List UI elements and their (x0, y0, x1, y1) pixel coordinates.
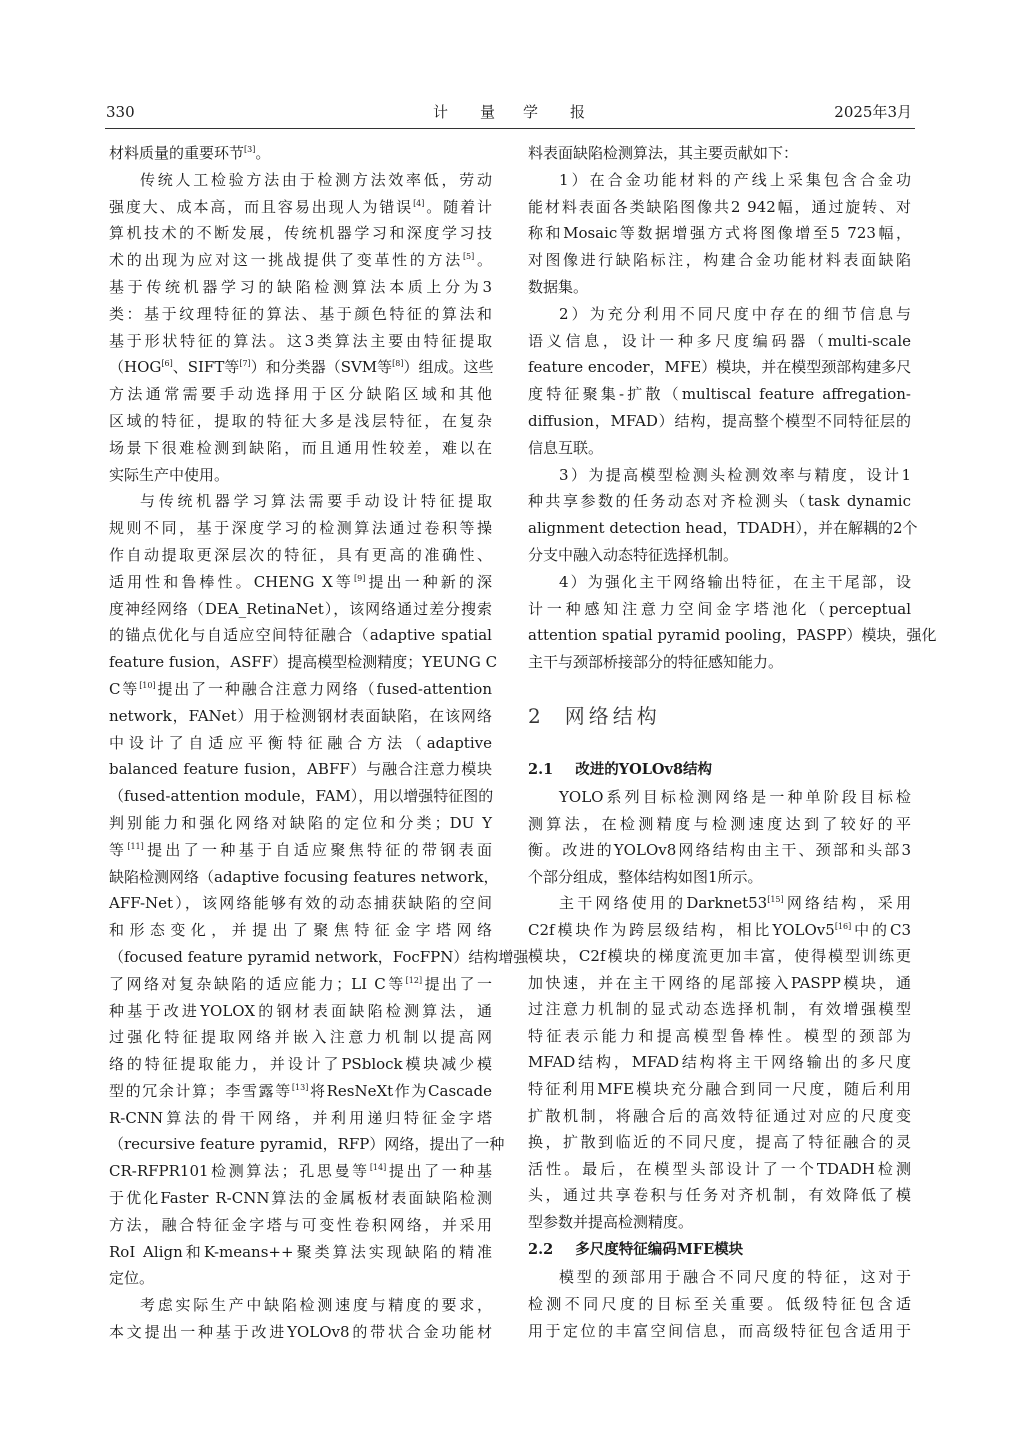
journal-title-char: 报 (570, 103, 586, 121)
citation: [12] (405, 975, 423, 985)
text-line: 活性。最后，在模型头部设计了一个TDADH检测 (528, 1159, 911, 1178)
text-line: 料表面缺陷检测算法，其主要贡献如下： (528, 144, 799, 162)
text-line: 用于定位的丰富空间信息，而高级特征包含适用于 (528, 1321, 911, 1340)
text-line: 适用性和鲁棒性。CHENG X等[9]提出一种新的深 (109, 572, 492, 591)
citation: [4] (413, 198, 425, 208)
text-line: 基于形状特征的算法。这3类算法主要由特征提取 (109, 331, 492, 350)
subsection-number: 2.2 (528, 1241, 554, 1258)
text-line: diffusion，MFAD）结构，提高整个模型不同特征层的 (528, 411, 911, 430)
text-line: R-CNN算法的骨干网络，并利用递归特征金字塔 (109, 1108, 492, 1127)
subsection-title: 多尺度特征编码MFE模块 (575, 1241, 744, 1258)
text-line: 区域的特征，提取的特征大多是浅层特征，在复杂 (109, 411, 492, 430)
text-line: 对图像进行缺陷标注，构建合金功能材料表面缺陷 (528, 251, 911, 270)
subsection-heading (528, 758, 712, 782)
citation: [10] (139, 680, 156, 690)
text-line: 头，通过共享卷积与任务对齐机制，有效降低了模 (528, 1186, 911, 1205)
text-line: 方法，融合特征金字塔与可变性卷积网络，并采用 (109, 1215, 492, 1234)
text-line: 基于传统机器学习的缺陷检测算法本质上分为3 (109, 277, 492, 296)
journal-title-char: 学 (523, 103, 539, 121)
text-line: 判别能力和强化网络对缺陷的定位和分类；DU Y (109, 813, 492, 832)
subsection-heading (528, 1238, 743, 1262)
text-line: RoI Align和K-means++聚类算法实现缺陷的精准 (109, 1242, 492, 1261)
text-line: 了网络对复杂缺陷的适应能力；LI C等[12]提出了一 (109, 974, 492, 993)
text-line: 数据集。 (528, 277, 589, 296)
text-line: 和形态变化，并提出了聚焦特征金字塔网络 (109, 921, 492, 940)
citation: [11] (127, 841, 144, 851)
right-column-bottom (528, 1264, 911, 1344)
text-line: 4）为强化主干网络输出特征，在主干尾部，设 (559, 572, 911, 591)
text-line: 计一种感知注意力空间金字塔池化（perceptual (528, 599, 911, 618)
text-line: 主干与颈部桥接部分的特征感知能力。 (528, 653, 784, 672)
text-line: feature encoder，MFE）模块，并在模型颈部构建多尺 (528, 358, 912, 377)
text-line: （recursive feature pyramid，RFP）网络，提出了一种 (109, 1135, 505, 1154)
text-line: 特征表示能力和提高模型鲁棒性。模型的颈部为 (528, 1026, 911, 1045)
journal-title-char: 计 (433, 103, 449, 121)
text-line: 本文提出一种基于改进YOLOv8的带状合金功能材 (109, 1323, 492, 1342)
text-line: 过强化特征提取网络并嵌入注意力机制以提高网 (109, 1028, 492, 1047)
text-line: 作自动提取更深层次的特征，具有更高的准确性、 (109, 545, 492, 564)
citation: [13] (291, 1082, 309, 1092)
text-line: 场景下很难检测到缺陷，而且通用性较差，难以在 (109, 438, 492, 457)
text-line: 类：基于纹理特征的算法、基于颜色特征的算法和 (109, 304, 492, 323)
text-line: 络的特征提取能力，并设计了PSblock模块减少模 (109, 1055, 492, 1074)
text-line: attention spatial pyramid pooling，PASPP）模块，强化 (528, 626, 937, 645)
header-rule (105, 128, 915, 129)
text-line: 检测不同尺度的目标至关重要。低级特征包含适 (528, 1294, 911, 1313)
text-line: 材料质量的重要环节[3]。 (109, 144, 271, 162)
issue-date: 2025年3月 (834, 103, 912, 121)
text-line: 定位。 (109, 1269, 155, 1288)
citation: [6] (161, 359, 173, 369)
text-line: 等[11]提出了一种基于自适应聚焦特征的带钢表面 (109, 840, 492, 859)
section-heading (528, 702, 685, 730)
left-column (109, 140, 529, 1346)
text-line: 信息互联。 (528, 438, 604, 457)
citation: [7] (239, 359, 251, 369)
text-line: 与传统机器学习算法需要手动设计特征提取 (140, 492, 492, 511)
text-line: 中设计了自适应平衡特征融合方法（adaptive (109, 733, 492, 752)
text-line: 型参数并提高检测精度。 (528, 1212, 694, 1231)
text-line: 术的出现为应对这一挑战提供了变革性的方法[5]。 (109, 251, 492, 270)
section-number: 2 (528, 704, 541, 728)
section-title: 网络结构 (564, 704, 661, 728)
text-line: 实际生产中使用。 (109, 465, 230, 484)
text-line: 型的冗余计算；李雪露等[13]将ResNeXt作为Cascade (109, 1081, 492, 1100)
text-line: 语义信息，设计一种多尺度编码器（multi-scale (528, 331, 911, 350)
right-column-top (528, 140, 937, 676)
citation: [8] (392, 359, 404, 369)
text-line: 称和Mosaic等数据增强方式将图像增至5 723幅， (528, 224, 911, 243)
text-line: alignment detection head，TDADH），并在解耦的2个 (528, 519, 918, 538)
citation: [3] (244, 145, 256, 154)
text-line: 规则不同，基于深度学习的检测算法通过卷积等操 (109, 519, 492, 538)
page-number: 330 (106, 103, 135, 121)
text-line: （focused feature pyramid network，FocFPN）结构增强 (109, 947, 529, 966)
text-line: 算机技术的不断发展，传统机器学习和深度学习技 (109, 224, 492, 243)
text-line: 特征利用MFE模块充分融合到同一尺度，随后利用 (528, 1080, 911, 1099)
text-line: 考虑实际生产中缺陷检测速度与精度的要求， (140, 1296, 492, 1315)
text-line: feature fusion，ASFF）提高模型检测精度；YEUNG C (109, 653, 498, 672)
text-line: 传统人工检验方法由于检测方法效率低，劳动 (140, 170, 492, 189)
text-line: network，FANet）用于检测钢材表面缺陷，在该网络 (109, 706, 492, 725)
text-line: C等[10]提出了一种融合注意力网络（fused-attention (109, 679, 493, 698)
text-line: MFAD结构，MFAD结构将主干网络输出的多尺度 (528, 1053, 911, 1072)
text-line: YOLO系列目标检测网络是一种单阶段目标检 (559, 788, 911, 806)
text-line: C2f模块作为跨层级结构，相比YOLOv5[16]中的C3 (528, 920, 911, 939)
text-line: 主干网络使用的Darknet53[15]网络结构，采用 (559, 894, 911, 913)
text-line: 加快速，并在主干网络的尾部接入PASPP模块，通 (528, 973, 911, 992)
journal-title-char: 量 (480, 103, 496, 121)
text-line: 种共享参数的任务动态对齐检测头（task dynamic (528, 492, 911, 511)
text-line: 种基于改进YOLOX的钢材表面缺陷检测算法，通 (109, 1001, 492, 1020)
text-line: 测算法，在检测精度与检测速度达到了较好的平 (528, 814, 911, 833)
citation: [15] (767, 895, 784, 905)
text-line: 强度大、成本高，而且容易出现人为错误[4]。随着计 (109, 197, 492, 216)
subsection-number: 2.1 (528, 761, 554, 778)
subsection-title: 改进的YOLOv8结构 (575, 761, 713, 778)
text-line: 扩散机制，将融合后的高效特征通过对应的尺度变 (528, 1106, 911, 1125)
text-line: 的锚点优化与自适应空间特征融合（adaptive spatial (109, 626, 492, 645)
text-line: 能材料表面各类缺陷图像共2 942幅，通过旋转、对 (528, 197, 911, 216)
text-line: （HOG[6]、SIFT等[7]）和分类器（SVM等[8]）组成。这些 (109, 358, 494, 377)
citation: [9] (354, 573, 366, 583)
right-column-middle (528, 784, 911, 1235)
text-line: 方法通常需要手动选择用于区分缺陷区域和其他 (109, 385, 492, 404)
text-line: 换，扩散到临近的不同尺度，提高了特征融合的灵 (528, 1133, 911, 1152)
text-line: 2）为充分利用不同尺度中存在的细节信息与 (559, 304, 911, 323)
text-line: 度特征聚集-扩散（multiscal feature affregation- (528, 385, 911, 404)
text-line: 模型的颈部用于融合不同尺度的特征，这对于 (559, 1268, 911, 1286)
citation: [5] (462, 252, 475, 262)
text-line: 过注意力机制的显式动态选择机制，有效增强模型 (528, 1000, 911, 1019)
text-line: 缺陷检测网络（adaptive focusing features network， (109, 867, 499, 886)
text-line: 个部分组成，整体结构如图1所示。 (528, 867, 763, 886)
text-line: 度神经网络（DEA_RetinaNet），该网络通过差分搜索 (109, 599, 492, 618)
text-line: AFF-Net），该网络能够有效的动态捕获缺陷的空间 (109, 894, 492, 913)
citation: [16] (834, 921, 852, 931)
citation: [14] (369, 1163, 387, 1173)
text-line: 模块，C2f模块的梯度流更加丰富，使得模型训练更 (528, 947, 911, 966)
text-line: CR-RFPR101检测算法；孔思曼等[14]提出了一种基 (109, 1162, 492, 1181)
text-line: （fused-attention module，FAM），用以增强特征图的 (109, 787, 494, 806)
text-line: 3）为提高模型检测头检测效率与精度，设计1 (559, 465, 911, 484)
text-line: 于优化Faster R-CNN算法的金属板材表面缺陷检测 (109, 1189, 492, 1208)
text-line: 1）在合金功能材料的产线上采集包含合金功 (559, 170, 911, 189)
text-line: balanced feature fusion，ABFF）与融合注意力模块 (109, 760, 492, 779)
text-line: 衡。改进的YOLOv8网络结构由主干、颈部和头部3 (528, 841, 911, 860)
text-line: 分支中融入动态特征选择机制。 (528, 545, 739, 564)
